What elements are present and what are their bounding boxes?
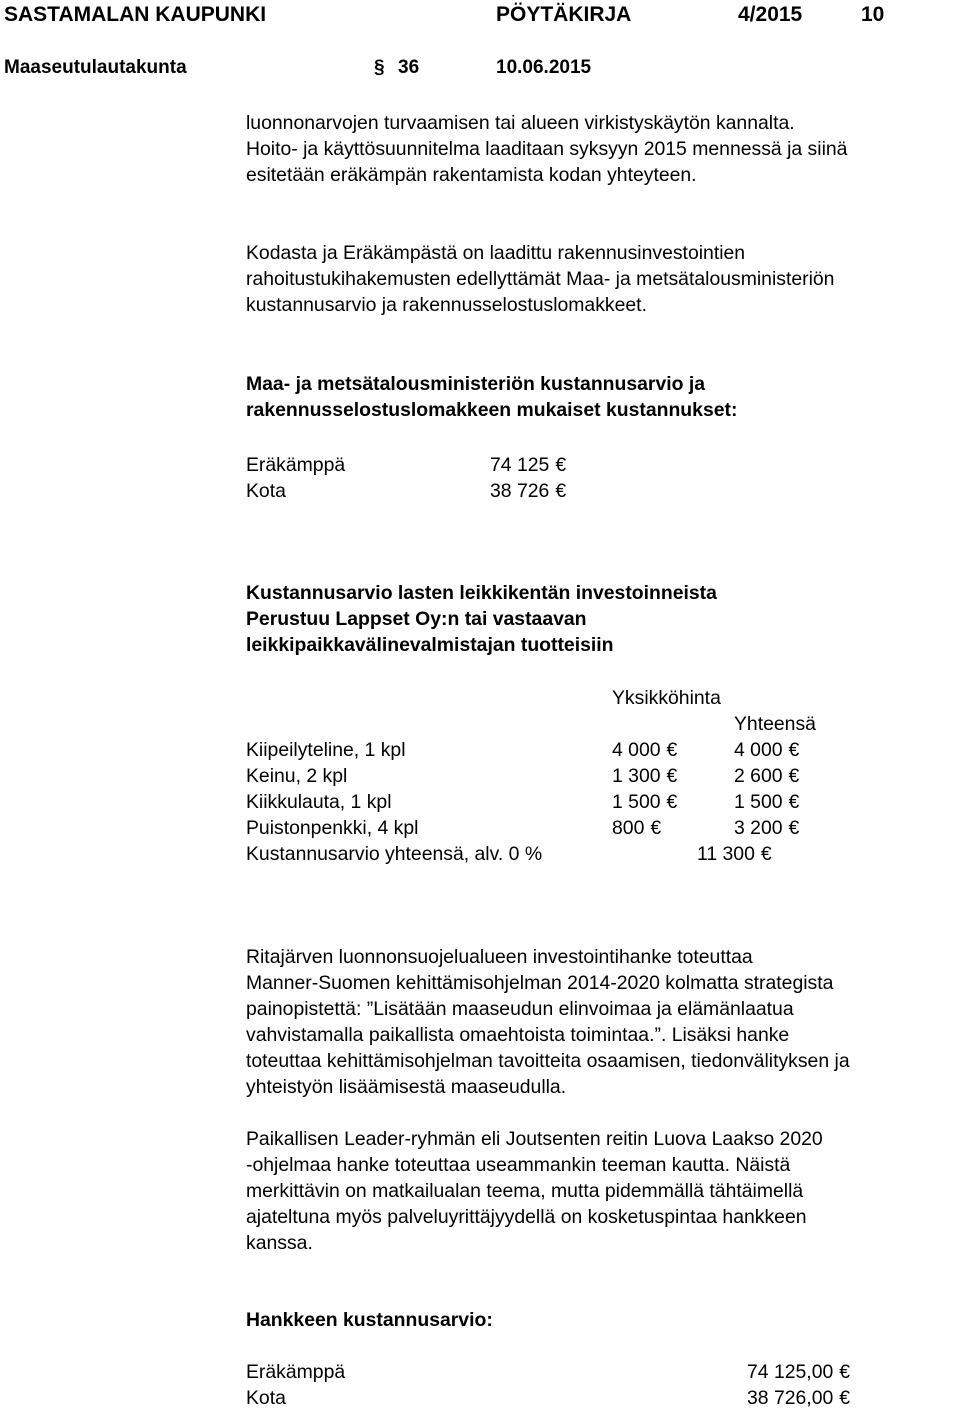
paragraph-3 [246, 944, 942, 1100]
paragraph-line: Kodasta ja Eräkämpästä on laadittu rakennusinvestointien [246, 242, 746, 264]
table-row [246, 763, 800, 789]
page-number: 10 [861, 3, 885, 26]
paragraph-line: yhteistyön lisäämisestä maaseudulla. [246, 1076, 567, 1098]
document-number: 4/2015 [738, 3, 803, 26]
unit-price: 1 500 € [612, 791, 678, 813]
euro-icon: € [839, 1387, 851, 1409]
paragraph-line: Paikallisen Leader-ryhmän eli Joutsenten reitin Luova Laakso 2020 [246, 1128, 823, 1150]
heading-line: Hankkeen kustannusarvio: [246, 1309, 493, 1331]
cost-label: Eräkämppä [246, 454, 346, 476]
paragraph-2 [246, 240, 942, 318]
column-header-total: Yhteensä [734, 713, 816, 735]
item-label: Kiikkulauta, 1 kpl [246, 791, 392, 813]
table-row [246, 789, 800, 815]
cost-row [246, 452, 567, 478]
paragraph-line: rahoitustukihakemusten edellyttämät Maa- ja metsätalousministeriön [246, 268, 835, 290]
cost-label: Eräkämppä [246, 1361, 346, 1383]
unit-price: 4 000 € [612, 739, 678, 761]
euro-icon: € [839, 1361, 851, 1383]
paragraph-4 [246, 1126, 942, 1256]
item-label: Puistonpenkki, 4 kpl [246, 817, 419, 839]
unit-price: 800 € [612, 817, 662, 839]
meeting-date: 10.06.2015 [496, 57, 592, 78]
euro-icon: € [555, 454, 567, 476]
row-total: 4 000 € [734, 739, 800, 761]
cost-heading-1 [246, 371, 942, 423]
paragraph-line: vahvistamalla paikallista omaehtoista toimintaa.”. Lisäksi hanke [246, 1024, 790, 1046]
euro-icon: € [788, 739, 800, 761]
sum-label: Kustannusarvio yhteensä, alv. 0 % [246, 843, 543, 865]
paragraph-line: Ritajärven luonnonsuojelualueen investointihanke toteuttaa [246, 946, 753, 968]
cost-row [246, 478, 567, 504]
euro-icon: € [666, 739, 678, 761]
cost-value: 38 726,00 € [747, 1387, 851, 1409]
table-row [246, 737, 800, 763]
heading-line: leikkipaikkavälinevalmistajan tuotteisiin [246, 634, 614, 656]
sum-total: 11 300 € [697, 843, 772, 865]
item-label: Kiipeilyteline, 1 kpl [246, 739, 406, 761]
paragraph-line: -ohjelmaa hanke toteuttaa useammankin teeman kautta. Näistä [246, 1154, 791, 1176]
document-type: PÖYTÄKIRJA [496, 3, 632, 26]
heading-line: Maa- ja metsätalousministeriön kustannusarvio ja [246, 373, 706, 395]
paragraph-line: ajateltuna myös palveluyrittäjyydellä on kosketuspintaa hankkeen [246, 1206, 807, 1228]
cost-label: Kota [246, 1387, 286, 1409]
board-name: Maaseutulautakunta [4, 57, 187, 78]
paragraph-line: Manner-Suomen kehittämisohjelman 2014-2020 kolmatta strategista [246, 972, 834, 994]
table-row [246, 815, 800, 841]
heading-line: Kustannusarvio lasten leikkikentän investoinneista [246, 582, 717, 604]
section-symbol: § [374, 57, 385, 78]
paragraph-line: kanssa. [246, 1232, 313, 1254]
euro-icon: € [555, 480, 567, 502]
cost-value: 74 125 € [490, 454, 567, 476]
cost-value: 38 726 € [490, 480, 567, 502]
paragraph-line: painopistettä: ”Lisätään maaseudun elinvoimaa ja elämänlaatua [246, 998, 794, 1020]
cost-value: 74 125,00 € [747, 1361, 851, 1383]
heading-line: rakennusselostuslomakkeen mukaiset kustannukset: [246, 399, 738, 421]
row-total: 2 600 € [734, 765, 800, 787]
euro-icon: € [760, 843, 772, 865]
project-cost-heading [246, 1307, 942, 1333]
paragraph-1 [246, 110, 942, 188]
paragraph-line: merkittävin on matkailualan teema, mutta pidemmällä tähtäimellä [246, 1180, 804, 1202]
unit-price: 1 300 € [612, 765, 678, 787]
row-total: 3 200 € [734, 817, 800, 839]
section-number: 36 [398, 57, 420, 78]
row-total: 1 500 € [734, 791, 800, 813]
euro-icon: € [788, 817, 800, 839]
paragraph-line: luonnonarvojen turvaamisen tai alueen virkistyskäytön kannalta. [246, 112, 795, 134]
euro-icon: € [666, 791, 678, 813]
euro-icon: € [788, 791, 800, 813]
cost-row [246, 1385, 851, 1411]
playground-heading [246, 580, 942, 658]
heading-line: Perustuu Lappset Oy:n tai vastaavan [246, 608, 587, 630]
item-label: Keinu, 2 kpl [246, 765, 348, 787]
euro-icon: € [650, 817, 662, 839]
org-name: SASTAMALAN KAUPUNKI [4, 3, 267, 26]
cost-label: Kota [246, 480, 286, 502]
euro-icon: € [666, 765, 678, 787]
paragraph-line: Hoito- ja käyttösuunnitelma laaditaan syksyyn 2015 mennessä ja siinä [246, 138, 848, 160]
table-sum-row [246, 841, 772, 867]
cost-row [246, 1359, 851, 1385]
paragraph-line: toteuttaa kehittämisohjelman tavoitteita osaamisen, tiedonvälityksen ja [246, 1050, 850, 1072]
paragraph-line: kustannusarvio ja rakennusselostuslomakkeet. [246, 294, 647, 316]
column-header-unit-price: Yksikköhinta [612, 687, 721, 709]
paragraph-line: esitetään eräkämpän rakentamista kodan yhteyteen. [246, 164, 697, 186]
euro-icon: € [788, 765, 800, 787]
